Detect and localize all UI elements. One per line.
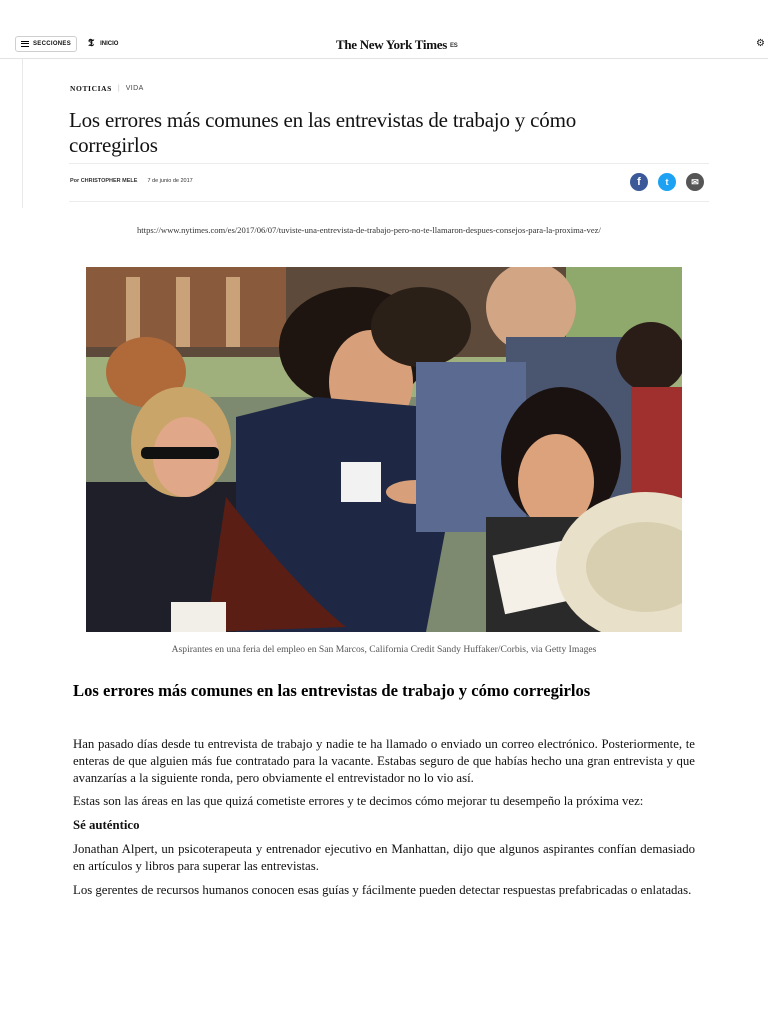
job-fair-illustration <box>86 267 682 632</box>
divider <box>69 201 709 202</box>
photo-caption: Aspirantes en una feria del empleo en San Marcos, California Credit Sandy Huffaker/Corbis, via Getty Images <box>171 644 597 655</box>
masthead-text: The New York Times <box>336 37 448 52</box>
home-label: INICIO <box>100 41 119 47</box>
menu-icon <box>21 41 29 47</box>
paragraph: Han pasado días desde tu entrevista de trabajo y nadie te ha llamado o enviado un correo electrónico. Posteriormente, te enteras de que alguien más fue contratado para la vacante. Estabas seguro de que habías hecho una gran entrevista y que avanzarías a la siguiente ronda, pero obviamente el entrevistador no lo vio así. <box>73 737 695 785</box>
breadcrumb-separator: | <box>117 85 120 92</box>
edition-label: ES <box>450 43 458 50</box>
section-breadcrumb <box>70 84 144 93</box>
masthead-logo[interactable] <box>336 37 457 53</box>
subheading: Sé auténtico <box>73 818 140 833</box>
gear-icon[interactable]: ⚙ <box>756 38 765 49</box>
byline <box>70 178 193 184</box>
author: Por CHRISTOPHER MELE <box>70 178 138 184</box>
divider <box>69 163 709 164</box>
top-bar <box>0 30 768 59</box>
sections-button[interactable] <box>15 36 77 52</box>
paragraph: Estas son las áreas en las que quizá cometiste errores y te decimos cómo mejorar tu desempeño la próxima vez: <box>73 794 644 809</box>
subsection-link[interactable]: VIDA <box>125 85 144 92</box>
article-headline: Los errores más comunes en las entrevistas de trabajo y cómo corregirlos <box>69 108 577 157</box>
content-edge <box>22 58 23 208</box>
paragraph: Los gerentes de recursos humanos conocen esas guías y fácilmente pueden detectar respuestas prefabricadas o enlatadas. <box>73 882 692 897</box>
home-button[interactable] <box>88 39 118 49</box>
content-title: Los errores más comunes en las entrevistas de trabajo y cómo corregirlos <box>73 681 591 700</box>
paragraph: Jonathan Alpert, un psicoterapeuta y entrenador ejecutivo en Manhattan, dijo que algunos aspirantes confían demasiado en artículos y libros para superar las entrevistas. <box>73 841 695 873</box>
nyt-t-logo-icon: 𝕿 <box>88 38 95 49</box>
email-share-icon[interactable]: ✉ <box>686 173 704 191</box>
article-url: https://www.nytimes.com/es/2017/06/07/tuviste-una-entrevista-de-trabajo-pero-no-te-llamaron-despues-consejos-para-la-proxima-vez/ <box>137 225 601 235</box>
article-photo <box>86 267 682 632</box>
publish-date: 7 de junio de 2017 <box>147 178 193 184</box>
article-body <box>73 736 695 905</box>
twitter-share-icon[interactable]: t <box>658 173 676 191</box>
facebook-share-icon[interactable]: f <box>630 173 648 191</box>
section-link[interactable]: NOTICIAS <box>70 84 112 93</box>
sections-label: SECCIONES <box>33 41 72 47</box>
